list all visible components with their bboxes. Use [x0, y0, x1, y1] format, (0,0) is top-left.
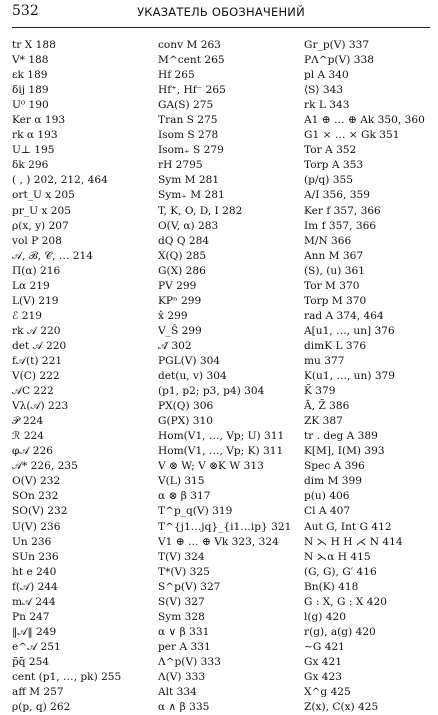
index-entry: PGL(V) 304 — [158, 354, 221, 367]
index-entry: V(L) 315 — [158, 475, 205, 488]
index-entry: U⁰ 190 — [12, 99, 49, 112]
index-entry: SUn 236 — [12, 550, 59, 563]
index-entry: Ker α 193 — [12, 114, 66, 127]
index-entry: ( , ) 202, 212, 464 — [12, 174, 108, 187]
index-entry: V1 ⊕ … ⊕ Vk 323, 324 — [158, 535, 279, 548]
index-entry: S^p(V) 327 — [158, 580, 221, 593]
index-entry: Sym 328 — [158, 610, 205, 623]
index-entry: rH 2795 — [158, 159, 203, 172]
index-entry: mu 377 — [304, 354, 345, 367]
index-entry: pl A 340 — [304, 69, 349, 82]
index-entry: ZK 387 — [304, 415, 343, 428]
index-entry: V ⊗ W; V ⊗K W 313 — [158, 460, 264, 473]
index-entry: pr_U x 205 — [12, 204, 72, 217]
index-entry: Hom(V1, …, Vp; U) 311 — [158, 430, 285, 443]
index-entry: Lα 219 — [12, 279, 50, 292]
index-entry: Tor A 352 — [304, 144, 357, 157]
index-entry: Spec A 396 — [304, 460, 365, 473]
index-entry: Isom₊ S 279 — [158, 144, 224, 157]
index-entry: Tor M 370 — [304, 279, 360, 292]
index-column-2 — [158, 38, 298, 715]
index-entry: ℰ 219 — [12, 309, 43, 322]
index-entry: cent (p1, …, pk) 255 — [12, 670, 122, 683]
index-entry: r(g), a(g) 420 — [304, 625, 376, 638]
index-entry: dQ Q 284 — [158, 234, 210, 247]
index-entry: G(PX) 310 — [158, 415, 213, 428]
index-entry: ρ(x, y) 207 — [12, 219, 69, 232]
index-entry: Hf 265 — [158, 69, 195, 82]
index-entry: (G, G), G′ 416 — [304, 565, 377, 578]
index-entry: T*(V) 325 — [158, 565, 210, 578]
index-entry: α ⊗ β 317 — [158, 490, 211, 503]
index-entry: vol P 208 — [12, 234, 62, 247]
index-entry: KPⁿ 299 — [158, 294, 202, 307]
index-entry: T^{j1…jq}_{i1…ip} 321 — [158, 520, 292, 533]
index-entry: ρ(p, q) 262 — [12, 701, 71, 714]
index-entry: PX(Q) 306 — [158, 400, 214, 413]
header-rule — [12, 27, 430, 28]
index-entry: U⊥ 195 — [12, 144, 55, 157]
index-entry: Sym M 281 — [158, 174, 220, 187]
index-entry: δij 189 — [12, 84, 49, 97]
index-entry: K̄ 379 — [304, 385, 336, 398]
index-entry: G : X, G : X 420 — [304, 595, 387, 608]
index-entry: V(C) 222 — [12, 370, 60, 383]
index-entry: Cl A 407 — [304, 505, 351, 518]
index-entry: (p/q) 355 — [304, 174, 353, 187]
page-header — [12, 3, 430, 25]
index-entry: Bn(K) 418 — [304, 580, 359, 593]
index-entry: Gx 423 — [304, 670, 343, 683]
index-entry: (S), (u) 361 — [304, 264, 365, 277]
page-title: УКАЗАТЕЛЬ ОБОЗНАЧЕНИЙ — [137, 5, 305, 19]
index-entry: ht e 240 — [12, 565, 57, 578]
index-entry: Λ(V) 333 — [158, 670, 206, 683]
index-entry: aff M 257 — [12, 686, 64, 699]
index-entry: dimK L 376 — [304, 339, 367, 352]
index-column-1 — [12, 38, 152, 715]
index-entry: Im f 357, 366 — [304, 219, 377, 232]
index-entry: O(V) 232 — [12, 475, 61, 488]
index-entry: l(g) 420 — [304, 610, 347, 623]
index-entry: Tran S 275 — [158, 114, 218, 127]
index-entry: conv M 263 — [158, 39, 221, 51]
index-entry: L(V) 219 — [12, 294, 59, 307]
index-entry: dim M 399 — [304, 475, 363, 488]
index-entry: Hf⁺, Hf⁻ 265 — [158, 84, 226, 97]
index-entry: δk 296 — [12, 159, 49, 172]
index-entry: N ⋋α H 415 — [304, 550, 371, 563]
index-entry: K[M], I(M) 393 — [304, 445, 385, 458]
index-entry: O(V, α) 283 — [158, 219, 219, 232]
index-entry: M^cent 265 — [158, 54, 225, 67]
index-entry: 𝒜, ℬ, 𝒞, … 214 — [12, 249, 94, 262]
index-entry: SO(V) 232 — [12, 505, 68, 518]
index-entry: det(u, v) 304 — [158, 370, 227, 383]
index-entry: f(𝒜) 244 — [12, 580, 58, 593]
index-entry: ℛ 224 — [12, 430, 45, 443]
index-entry: Hom(V1, …, Vp; K) 311 — [158, 445, 284, 458]
index-entry: 𝒫 224 — [12, 415, 44, 428]
index-entry: A[u1, …, un] 376 — [304, 324, 395, 337]
index-entry: PΛ^p(V) 338 — [304, 54, 374, 67]
index-entry: f𝒜(t) 221 — [12, 354, 63, 367]
index-entry: rk α 193 — [12, 129, 58, 142]
index-entry: tr X 188 — [12, 39, 56, 51]
index-entry: φ𝒜 226 — [12, 445, 54, 458]
index-entry: Aut G, Int G 412 — [304, 520, 392, 533]
index-entry: 𝒜* 226, 235 — [12, 460, 78, 473]
index-entry: Torp A 353 — [304, 159, 364, 172]
index-entry: x̂ 299 — [158, 309, 188, 322]
index-entry: Vλ(𝒜) 223 — [12, 400, 69, 413]
index-entry: e^𝒜 251 — [12, 640, 61, 653]
index-entry: Gx 421 — [304, 655, 343, 668]
index-entry: PV 299 — [158, 279, 197, 292]
index-entry: εk 189 — [12, 69, 48, 82]
index-entry: N ⋋ H H ⋌ N 414 — [304, 535, 403, 548]
index-entry: 𝒜̂ 302 — [158, 339, 192, 352]
index-entry: U(V) 236 — [12, 520, 61, 533]
index-entry: α ∧ β 335 — [158, 701, 210, 714]
index-entry: V* 188 — [12, 54, 49, 67]
index-entry: ‖𝒜‖ 249 — [12, 625, 57, 638]
index-entry: Ā, Z̄ 386 — [304, 400, 350, 413]
index-column-3 — [304, 38, 436, 715]
index-entry: rad A 374, 464 — [304, 309, 384, 322]
index-entry: Alt 334 — [158, 686, 197, 699]
index-entry: 𝒜C 222 — [12, 385, 54, 398]
index-entry: M/N 366 — [304, 234, 352, 247]
index-entry: α ∨ β 331 — [158, 625, 210, 638]
index-entry: A1 ⊕ … ⊕ Ak 350, 360 — [304, 114, 425, 127]
index-entry: T(V) 324 — [158, 550, 205, 563]
index-entry: Pn 247 — [12, 610, 50, 623]
index-entry: V_Ŝ 299 — [158, 324, 202, 337]
index-entry: m𝒜 244 — [12, 595, 56, 608]
index-entry: Sym₊ M 281 — [158, 189, 225, 202]
index-entry: T, K, O, D, I 282 — [158, 204, 243, 217]
index-entry: p̄q̄ 254 — [12, 655, 50, 668]
index-entry: A/I 356, 359 — [304, 189, 370, 202]
index-entry: S(V) 327 — [158, 595, 205, 608]
index-entry: Π(α) 216 — [12, 264, 61, 277]
index-entry: Un 236 — [12, 535, 52, 548]
index-entry: G1 × … × Gk 351 — [304, 129, 400, 142]
index-entry: det 𝒜 220 — [12, 339, 67, 352]
index-entry: X^g 425 — [304, 686, 351, 699]
index-entry: Isom S 278 — [158, 129, 219, 142]
index-entry: T^p_q(V) 319 — [158, 505, 233, 518]
index-entry: SOn 232 — [12, 490, 59, 503]
index-entry: Λ^p(V) 333 — [158, 655, 221, 668]
index-entry: G(X) 286 — [158, 264, 206, 277]
index-entry: Z(x), C(x) 425 — [304, 701, 379, 714]
index-entry: ⟨S⟩ 343 — [304, 84, 344, 97]
index-entry: K(u1, …, un) 379 — [304, 370, 396, 383]
index-entry: Ker f 357, 366 — [304, 204, 381, 217]
index-entry: rk 𝒜 220 — [12, 324, 61, 337]
index-entry: Gr_p(V) 337 — [304, 39, 370, 51]
index-entry: Torp M 370 — [304, 294, 367, 307]
index-entry: ∼G 421 — [304, 640, 345, 653]
index-entry: ort_U x 205 — [12, 189, 75, 202]
page-number: 532 — [12, 3, 39, 19]
index-entry: Ann M 367 — [304, 249, 364, 262]
index-entry: (p1, p2; p3, p4) 304 — [158, 385, 265, 398]
index-entry: tr . deg A 389 — [304, 430, 378, 443]
index-entry: rk L 343 — [304, 99, 350, 112]
index-entry: p(u) 406 — [304, 490, 350, 503]
index-entry: per A 331 — [158, 640, 211, 653]
index-entry: GA(S) 275 — [158, 99, 214, 112]
index-entry: X(Q) 285 — [158, 249, 207, 262]
